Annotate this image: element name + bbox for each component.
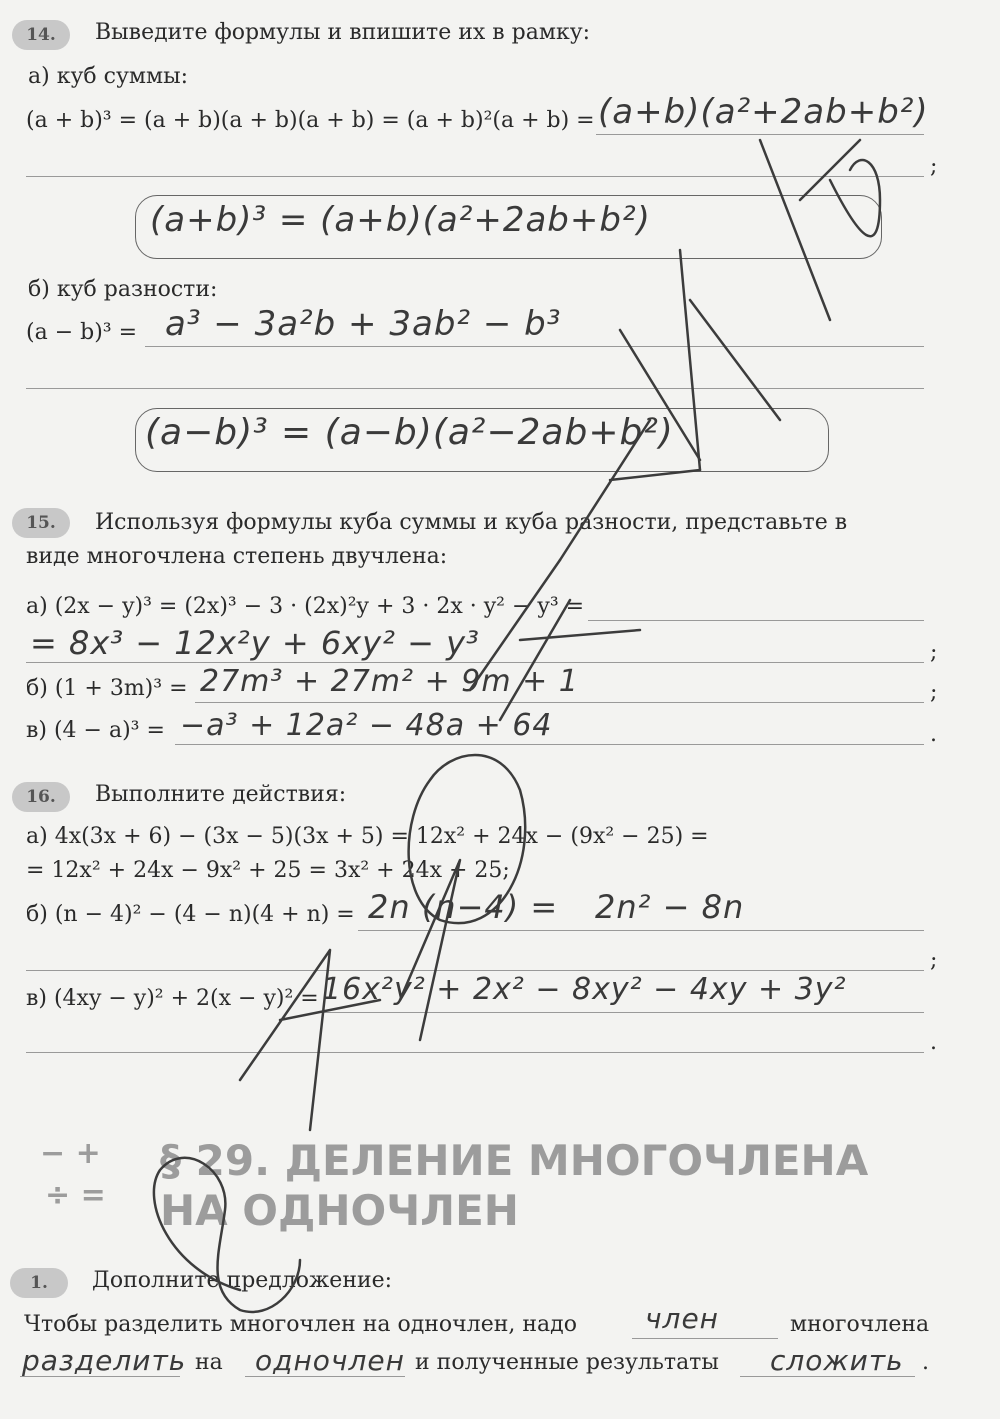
subtask-label: б) куб разности: bbox=[28, 277, 218, 302]
math-operations-icon: ÷ = bbox=[45, 1178, 106, 1213]
period: . bbox=[930, 1030, 937, 1055]
sentence-text: многочлена bbox=[790, 1312, 930, 1337]
exercise-task: Дополните предложение: bbox=[92, 1268, 393, 1293]
handwritten-answer: член bbox=[645, 1302, 719, 1335]
exercise-task: Используя формулы куба суммы и куба разности, представьте в bbox=[95, 510, 848, 535]
section-title: НА ОДНОЧЛЕН bbox=[160, 1186, 519, 1235]
handwritten-answer: 27m³ + 27m² + 9m + 1 bbox=[200, 664, 579, 699]
sentence-text: на bbox=[195, 1350, 223, 1375]
semicolon: ; bbox=[930, 680, 938, 705]
handwritten-answer: одночлен bbox=[255, 1344, 405, 1377]
handwritten-answer: разделить bbox=[22, 1344, 187, 1377]
sentence-text: и полученные результаты bbox=[415, 1350, 719, 1375]
exercise-number-badge: 1. bbox=[10, 1268, 68, 1298]
formula-text: (a − b)³ = bbox=[26, 320, 138, 345]
subtask-label: а) куб суммы: bbox=[28, 64, 189, 89]
sentence-text: Чтобы разделить многочлен на одночлен, надо bbox=[24, 1312, 577, 1337]
handwritten-answer: 2n (n−4) = bbox=[368, 888, 559, 926]
formula-text: а) 4x(3x + 6) − (3x − 5)(3x + 5) = 12x² + 24x − (9x² − 25) = bbox=[26, 824, 709, 849]
exercise-task: Выведите формулы и впишите их в рамку: bbox=[95, 20, 591, 45]
period: . bbox=[930, 722, 937, 747]
handwritten-answer: = 8x³ − 12x²y + 6xy² − y³ bbox=[30, 624, 480, 662]
exercise-number-badge: 14. bbox=[12, 20, 70, 50]
formula-text: а) (2x − y)³ = (2x)³ − 3 · (2x)²y + 3 · 2x · y² − y³ = bbox=[26, 594, 585, 619]
formula-text: б) (1 + 3m)³ = bbox=[26, 676, 188, 701]
handwritten-answer: a³ − 3a²b + 3ab² − b³ bbox=[165, 304, 562, 344]
formula-text: (a + b)³ = (a + b)(a + b)(a + b) = (a + b)²(a + b) = bbox=[26, 108, 595, 133]
handwritten-answer: 2n² − 8n bbox=[595, 888, 745, 926]
handwritten-answer: сложить bbox=[770, 1344, 904, 1377]
semicolon: ; bbox=[930, 640, 938, 665]
handwritten-answer: −a³ + 12a² − 48a + 64 bbox=[180, 708, 553, 743]
handwritten-answer: 16x²y² + 2x² − 8xy² − 4xy + 3y² bbox=[322, 972, 847, 1007]
formula-text: в) (4 − a)³ = bbox=[26, 718, 165, 743]
handwritten-answer: (a−b)³ = (a−b)(a²−2ab+b²) bbox=[145, 412, 674, 453]
handwritten-answer: (a+b)(a²+2ab+b²) bbox=[598, 92, 929, 132]
semicolon: ; bbox=[930, 948, 938, 973]
exercise-number-badge: 16. bbox=[12, 782, 70, 812]
section-title: § 29. ДЕЛЕНИЕ МНОГОЧЛЕНА bbox=[160, 1136, 869, 1185]
formula-text: б) (n − 4)² − (4 − n)(4 + n) = bbox=[26, 902, 355, 927]
handwritten-answer: (a+b)³ = (a+b)(a²+2ab+b²) bbox=[150, 200, 651, 240]
formula-text: = 12x² + 24x − 9x² + 25 = 3x² + 24x + 25; bbox=[26, 858, 510, 883]
exercise-number-badge: 15. bbox=[12, 508, 70, 538]
formula-text: в) (4xy − y)² + 2(x − y)² = bbox=[26, 986, 319, 1011]
semicolon: ; bbox=[930, 154, 938, 179]
math-operations-icon: − + bbox=[40, 1136, 101, 1171]
period: . bbox=[922, 1350, 929, 1375]
exercise-task: виде многочлена степень двучлена: bbox=[26, 544, 448, 569]
exercise-task: Выполните действия: bbox=[95, 782, 347, 807]
